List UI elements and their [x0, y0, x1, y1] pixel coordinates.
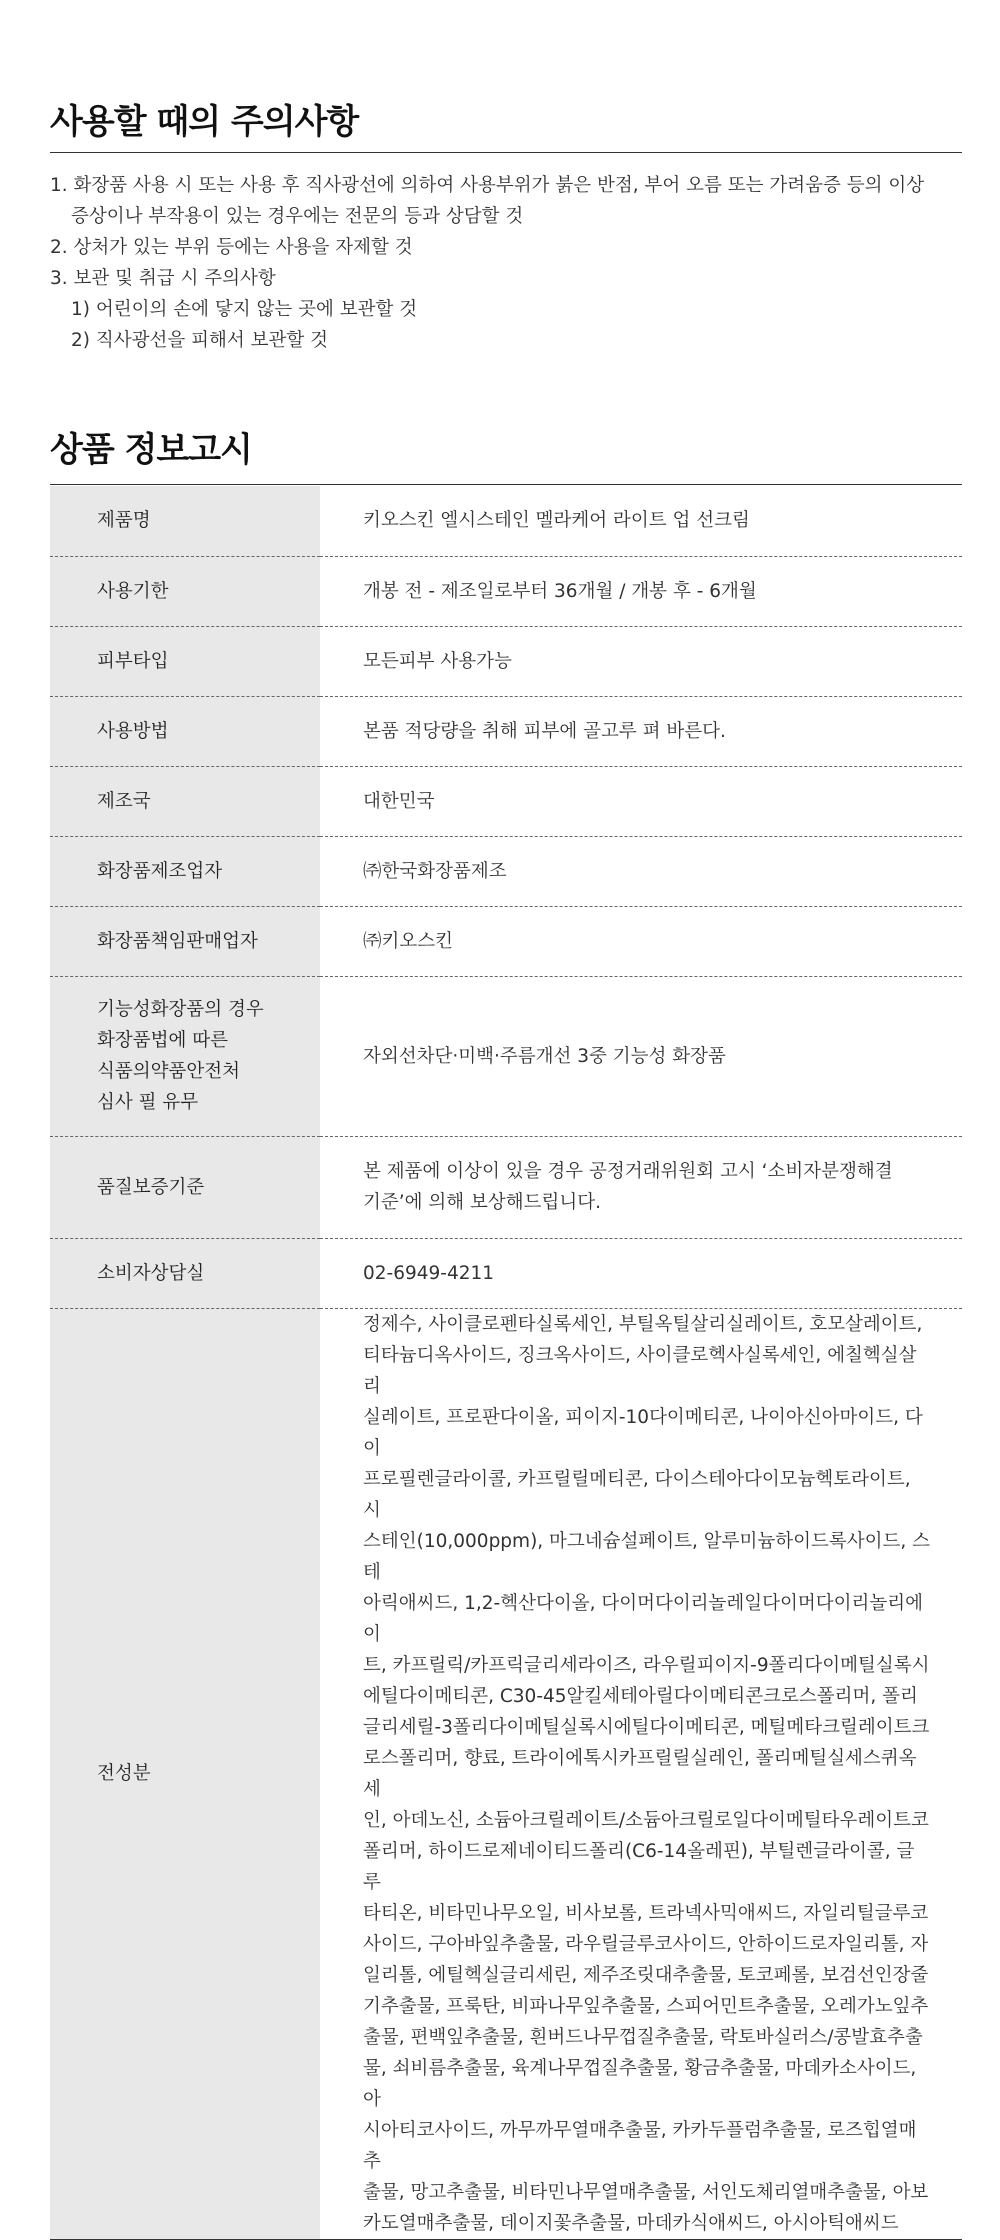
row-label: 사용방법 [50, 696, 320, 766]
row-value: 모든피부 사용가능 [363, 650, 512, 672]
product-info-table [50, 486, 962, 2240]
row-label: 제품명 [50, 486, 320, 556]
row-label: 기능성화장품의 경우 화장품법에 따른 식품의약품안전처 심사 필 유무 [50, 976, 320, 1136]
row-label: 품질보증기준 [50, 1136, 320, 1238]
product-info-title-divider [50, 484, 962, 485]
table-row-distributor [50, 906, 962, 976]
row-label: 피부타입 [50, 626, 320, 696]
table-row-expiry [50, 556, 962, 626]
caution-item-3-sub-1: 1) 어린이의 손에 닿지 않는 곳에 보관할 것 [71, 299, 418, 320]
row-label: 제조국 [50, 766, 320, 836]
caution-title: 사용할 때의 주의사항 [50, 102, 359, 142]
row-value: 개봉 전 - 제조일로부터 36개월 / 개봉 후 - 6개월 [363, 580, 757, 602]
row-value: 자외선차단·미백·주름개선 3중 기능성 화장품 [363, 1045, 726, 1067]
table-row-manufacturer [50, 836, 962, 906]
row-label: 소비자상담실 [50, 1238, 320, 1308]
row-value: 키오스킨 엘시스테인 멜라케어 라이트 업 선크림 [363, 510, 750, 532]
table-row-skin-type [50, 626, 962, 696]
caution-item-2: 2. 상처가 있는 부위 등에는 사용을 자제할 것 [50, 237, 413, 258]
row-label: 화장품제조업자 [50, 836, 320, 906]
row-value: 본품 적당량을 취해 피부에 골고루 펴 바른다. [363, 720, 726, 742]
table-row-customer-service [50, 1238, 962, 1308]
row-label: 화장품책임판매업자 [50, 906, 320, 976]
row-value: 본 제품에 이상이 있을 경우 공정거래위원회 고시 ‘소비자분쟁해결 기준’에 의해 보상해드립니다. [363, 1161, 893, 1213]
table-row-product-name [50, 486, 962, 556]
caution-item-3: 3. 보관 및 취급 시 주의사항 [50, 268, 276, 289]
table-row-functional-review [50, 976, 962, 1136]
row-label: 전성분 [50, 1308, 320, 2239]
row-value: ㈜한국화장품제조 [363, 860, 507, 882]
row-value: ㈜키오스킨 [363, 930, 453, 952]
caution-item-1: 1. 화장품 사용 시 또는 사용 후 직사광선에 의하여 사용부위가 붉은 반점, 부어 오름 또는 가려움증 등의 이상 [50, 175, 925, 196]
caution-list [50, 170, 950, 356]
caution-item-3-sub-2: 2) 직사광선을 피해서 보관할 것 [71, 330, 328, 351]
table-row-quality-guarantee [50, 1136, 962, 1238]
caution-title-divider [50, 152, 962, 153]
table-row-usage [50, 696, 962, 766]
row-label: 사용기한 [50, 556, 320, 626]
row-value: 02-6949-4211 [363, 1262, 495, 1284]
row-value: 정제수, 사이클로펜타실록세인, 부틸옥틸살리실레이트, 호모살레이트, 티타늄디옥사이드, 징크옥사이드, 사이클로헥사실록세인, 에칠헥실살리 실레이트, 프로판다이올, 피이지-10다이메티콘, 나이아신아마이드, 다이 프로필렌글라이콜, 카프릴릴메티콘, 다이스테아다이모늄헥토라이트, 시 스테인(10,000ppm), 마그네슘설페이트, 알루미늄하이드록사이드, 스테 아릭애씨드, 1,2-헥산다이올, 다이머다이리놀레일다이머다이리놀리에이 트, 카프릴릭/카프릭글리세라이즈, 라우릴피이지-9폴리다이메틸실록시 에틸다이메티콘, C30-45알킬세테아릴다이메티콘크로스폴리머, 폴리 글리세릴-3폴리다이메틸실록시에틸다이메티콘, 메틸메타크릴레이트크 로스폴리머, 향료, 트라이에톡시카프릴릴실레인, 폴리메틸실세스퀴옥세 인, 아데노신, 소듐아크릴레이트/소듐아크릴로일다이메틸타우레이트코 폴리머, 하이드로제네이티드폴리(C6-14올레핀), 부틸렌글라이콜, 글루 타티온, 비타민나무오일, 비사보롤, 트라넥사믹애씨드, 자일리틸글루코 사이드, 구아바잎추출물, 라우릴글루코사이드, 안하이드로자일리톨, 자 일리톨, 에틸헥실글리세린, 제주조릿대추출물, 토코페롤, 보검선인장줄 기추출물, 프룩탄, 비파나무잎추출물, 스피어민트추출물, 오레가노잎추 출물, 편백잎추출물, 흰버드나무껍질추출물, 락토바실러스/콩발효추출 물, 쇠비름추출물, 육계나무껍질추출물, 황금추출물, 마데카소사이드, 아 시아티코사이드, 까무까무열매추출물, 카카두플럼추출물, 로즈힙열매추 출물, 망고추출물, 비타민나무열매추출물, 서인도체리열매추출물, 아보 카도열매추출물, 데이지꽃추출물, 마데카식애씨드, 아시아틱애씨드 [363, 1313, 930, 2234]
row-value: 대한민국 [363, 790, 435, 812]
table-row-ingredients [50, 1308, 962, 2239]
product-info-title: 상품 정보고시 [50, 430, 252, 470]
table-row-country [50, 766, 962, 836]
caution-item-1-continued: 증상이나 부작용이 있는 경우에는 전문의 등과 상담할 것 [71, 206, 524, 227]
